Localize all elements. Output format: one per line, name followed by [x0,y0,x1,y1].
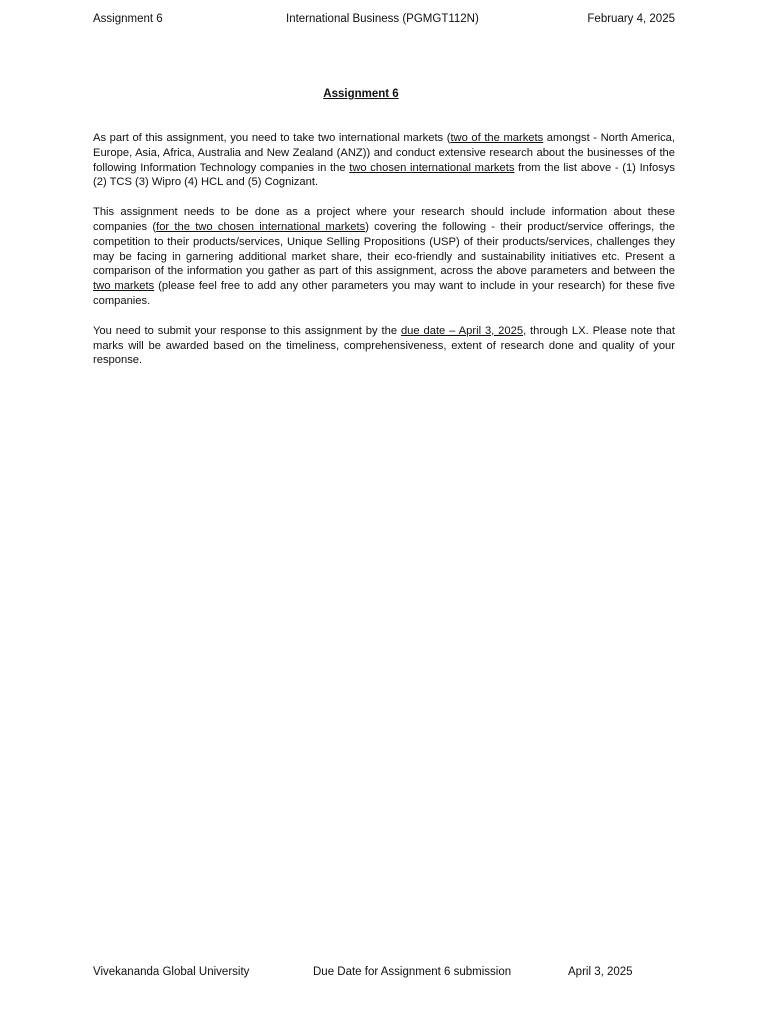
footer-university: Vivekananda Global University [93,966,250,978]
footer-due-label: Due Date for Assignment 6 submission [313,966,512,978]
underlined-text: two markets [93,280,155,293]
document-title: Assignment 6 [323,88,399,100]
underlined-text: due date – April 3, 2025 [400,324,524,337]
page-footer [93,966,653,984]
footer-due-date: April 3, 2025 [568,966,633,978]
header-course-title: International Business (PGMGT112N) [286,13,479,25]
paragraph-text: amongst - North America, Europe, Asia, Africa, Australia and New Zealand (ANZ)) and conduct extensive research about the businesses of the following Information Technology companies in the [93,132,676,174]
paragraph-text: As part of this assignment, you need to take two international markets ( [93,132,451,144]
paragraph-text: from the list above - (1) Infosys (2) TCS (3) Wipro (4) HCL and (5) Cognizant. [93,161,676,189]
underlined-text: for the two chosen international markets [156,220,366,233]
paragraph-text: , through LX. Please note that marks will be awarded based on the timeliness, comprehensiveness, extent of research done and quality of your response. [93,324,676,367]
paragraph-text: ) covering the following - their product/service offerings, the competition to their products/services, Unique Selling Propositions (USP) of their products/services, challenges they may be facing in garnering additional market share, their eco-friendly and sustainability initiatives etc. Present a comparison of the information you gather as part of this assignment, across the above parameters and between the [93,220,676,278]
header-assignment-label: Assignment 6 [93,13,163,25]
paragraph-text: (please feel free to add any other parameters you may want to include in your research) for these five companies. [93,280,675,307]
paragraph-project-scope [93,205,675,309]
paragraph-text: This assignment needs to be done as a project where your research should include information about these companies ( [93,206,675,233]
paragraph-submission [93,324,675,368]
document-body [93,131,675,383]
paragraph-text: You need to submit your response to this assignment by the [93,324,401,337]
paragraph-markets [93,131,675,190]
underlined-text: two of the markets [450,132,544,144]
header-date: February 4, 2025 [587,13,675,25]
page-header [93,13,675,31]
underlined-text: two chosen international markets [349,161,515,174]
